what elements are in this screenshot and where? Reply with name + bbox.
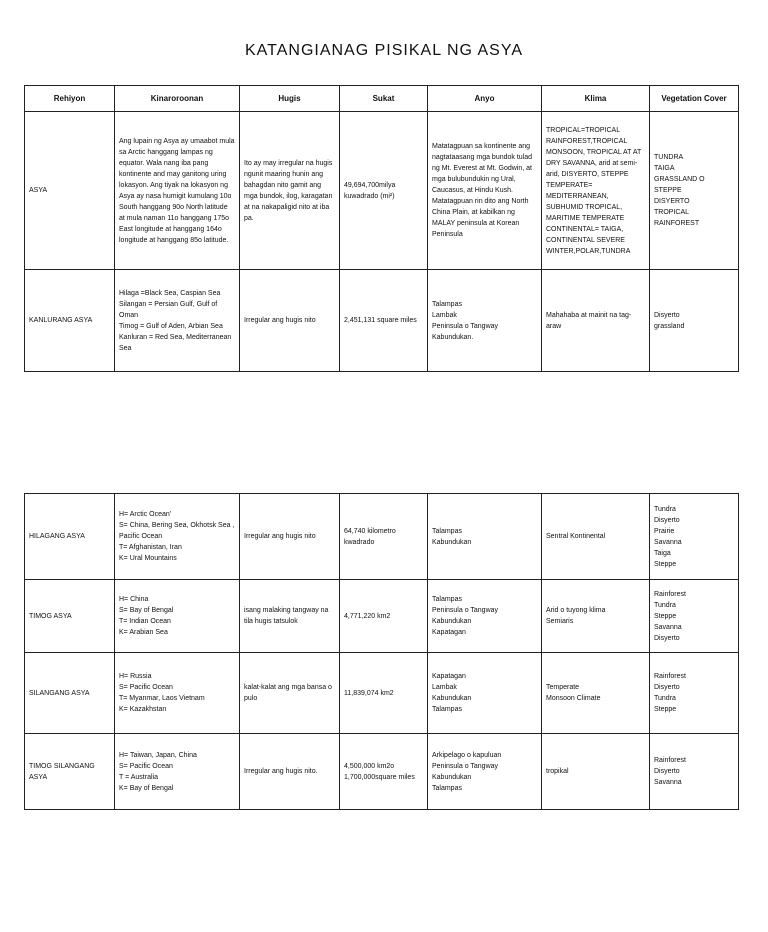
table-row [25, 734, 739, 810]
cell-kinaroroonan: H= Russia S= Pacific Ocean T= Myanmar, Laos Vietnam K= Kazakhstan [115, 653, 240, 734]
header-anyo: Anyo [428, 86, 542, 112]
header-kinaroroonan: Kinaroroonan [115, 86, 240, 112]
table-row [25, 112, 739, 270]
cell-vegetation: Disyerto grassland [650, 270, 739, 372]
cell-klima: Temperate Monsoon Climate [542, 653, 650, 734]
cell-vegetation: Rainforest Tundra Steppe Savanna Disyerto [650, 580, 739, 653]
cell-hugis: Irregular ang hugis nito [240, 494, 340, 580]
cell-anyo: Arkipelago o kapuluan Peninsula o Tangway Kabundukan Talampas [428, 734, 542, 810]
header-rehiyon: Rehiyon [25, 86, 115, 112]
cell-anyo: Talampas Peninsula o Tangway Kabundukan Kapatagan [428, 580, 542, 653]
cell-klima: TROPICAL=TROPICAL RAINFOREST,TROPICAL MONSOON, TROPICAL AT AT DRY SAVANNA, arid at semi- arid, DISYERTO, STEPPE TEMPERATE= MEDITERRANEAN, SUBHUMID TROPICAL, MARITIME TEMPERATE CONTINENTAL= TAIGA, CONTINENTAL SEVERE WINTER,POLAR,TUNDRA [542, 112, 650, 270]
cell-rehiyon: KANLURANG ASYA [25, 270, 115, 372]
cell-hugis: isang malaking tangway na tila hugis tatsulok [240, 580, 340, 653]
cell-vegetation: Tundra Disyerto Prairie Savanna Taiga Steppe [650, 494, 739, 580]
cell-sukat: 49,694,700milya kuwadrado (mi²) [340, 112, 428, 270]
cell-rehiyon: HILAGANG ASYA [25, 494, 115, 580]
physical-features-table-bottom [24, 493, 739, 810]
cell-hugis: Irregular ang hugis nito [240, 270, 340, 372]
cell-vegetation: Rainforest Disyerto Savanna [650, 734, 739, 810]
cell-sukat: 4,500,000 km2o 1,700,000square miles [340, 734, 428, 810]
cell-kinaroroonan: H= Arctic Ocean' S= China, Bering Sea, Okhotsk Sea , Pacific Ocean T= Afghanistan, Iran K= Ural Mountains [115, 494, 240, 580]
table-row [25, 653, 739, 734]
cell-sukat: 64,740 kilometro kwadrado [340, 494, 428, 580]
physical-features-table-top [24, 85, 739, 372]
table-row [25, 580, 739, 653]
cell-klima: Sentral Kontinental [542, 494, 650, 580]
cell-rehiyon: TIMOG SILANGANG ASYA [25, 734, 115, 810]
cell-kinaroroonan: H= Taiwan, Japan, China S= Pacific Ocean T = Australia K= Bay of Bengal [115, 734, 240, 810]
cell-rehiyon: ASYA [25, 112, 115, 270]
table-row [25, 270, 739, 372]
cell-sukat: 4,771,220 km2 [340, 580, 428, 653]
cell-sukat: 11,839,074 km2 [340, 653, 428, 734]
cell-hugis: Irregular ang hugis nito. [240, 734, 340, 810]
table-row [25, 494, 739, 580]
header-sukat: Sukat [340, 86, 428, 112]
header-hugis: Hugis [240, 86, 340, 112]
cell-rehiyon: SILANGANG ASYA [25, 653, 115, 734]
cell-kinaroroonan: H= China S= Bay of Bengal T= Indian Ocean K= Arabian Sea [115, 580, 240, 653]
cell-anyo: Talampas Lambak Peninsula o Tangway Kabundukan. [428, 270, 542, 372]
cell-klima: Mahahaba at mainit na tag-araw [542, 270, 650, 372]
cell-hugis: Ito ay may irregular na hugis ngunit maaring hunin ang bahagdan nito gamit ang mga bundok, ilog, karagatan at na nakapaligid nito at iba pa. [240, 112, 340, 270]
cell-anyo: Matatagpuan sa kontinente ang nagtataasang mga bundok tulad ng Mt. Everest at Mt. Godwin, at mga bulubundukin ng Ural, Caucasus, at Hindu Kush. Matatagpuan rin dito ang North China Plain, at kabilkan ng MALAY peninsula at Korean Peninsula [428, 112, 542, 270]
cell-anyo: Kapatagan Lambak Kabundukan Talampas [428, 653, 542, 734]
cell-kinaroroonan: Ang lupain ng Asya ay umaabot mula sa Arctic hanggang lampas ng equator. Wala nang iba pang kontinente and may ganitong uring lokasyon. Ang tiyak na lokasyon ng Asya ay nasa humigit kumulang 10o South hanggang 90o North latitude at mula naman 11o hanggang 175o East longitude at hanggang 164o longitude at hanggang 85o latitude. [115, 112, 240, 270]
header-row [25, 86, 739, 112]
cell-anyo: Talampas Kabundukan [428, 494, 542, 580]
cell-klima: tropikal [542, 734, 650, 810]
cell-kinaroroonan: Hilaga =Black Sea, Caspian Sea Silangan = Persian Gulf, Gulf of Oman Timog = Gulf of Aden, Arbian Sea Kanluran = Red Sea, Mediterranean Sea [115, 270, 240, 372]
cell-vegetation: Rainforest Disyerto Tundra Steppe [650, 653, 739, 734]
cell-klima: Arid o tuyong klima Semiaris [542, 580, 650, 653]
cell-vegetation: TUNDRA TAIGA GRASSLAND O STEPPE DISYERTO TROPICAL RAINFOREST [650, 112, 739, 270]
header-klima: Klima [542, 86, 650, 112]
cell-sukat: 2,451,131 square miles [340, 270, 428, 372]
cell-rehiyon: TIMOG ASYA [25, 580, 115, 653]
header-vegetation-cover: Vegetation Cover [650, 86, 739, 112]
page-title: KATANGIANAG PISIKAL NG ASYA [244, 42, 524, 59]
cell-hugis: kalat-kalat ang mga bansa o pulo [240, 653, 340, 734]
